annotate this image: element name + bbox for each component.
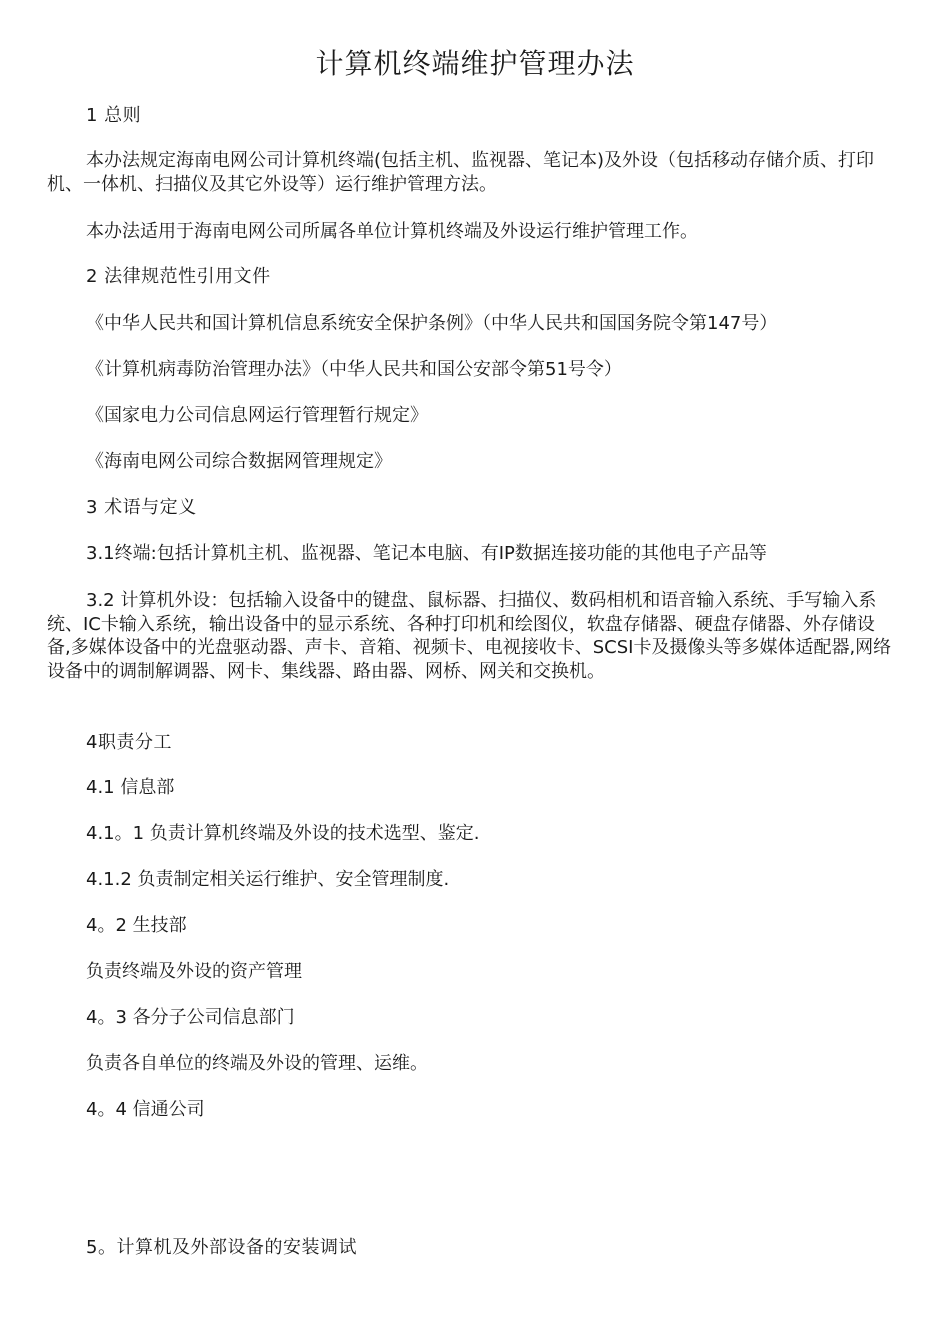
section-1-paragraph-2: 本办法适用于海南电网公司所属各单位计算机终端及外设运行维护管理工作。 bbox=[86, 221, 698, 242]
reference-1: 《中华人民共和国计算机信息系统安全保护条例》（中华人民共和国国务院令第147号） bbox=[86, 313, 778, 334]
section-4-3-text: 负责各自单位的终端及外设的管理、运维。 bbox=[86, 1053, 428, 1074]
reference-3: 《国家电力公司信息网运行管理暂行规定》 bbox=[86, 405, 428, 426]
section-5-heading: 5。计算机及外部设备的安装调试 bbox=[86, 1237, 357, 1258]
section-3-heading: 3 术语与定义 bbox=[86, 497, 197, 518]
section-4-4-heading: 4。4 信通公司 bbox=[86, 1099, 205, 1120]
section-4-3-heading: 4。3 各分子公司信息部门 bbox=[86, 1007, 295, 1028]
section-2-heading: 2 法律规范性引用文件 bbox=[86, 266, 271, 287]
section-4-2-heading: 4。2 生技部 bbox=[86, 915, 187, 936]
section-4-2-text: 负责终端及外设的资产管理 bbox=[86, 961, 302, 982]
section-1-heading: 1 总则 bbox=[86, 105, 142, 126]
section-4-heading: 4职责分工 bbox=[86, 732, 172, 753]
reference-4: 《海南电网公司综合数据网管理规定》 bbox=[86, 451, 392, 472]
section-4-1-1: 4.1。1 负责计算机终端及外设的技术选型、鉴定. bbox=[86, 823, 480, 844]
document-title: 计算机终端维护管理办法 bbox=[315, 47, 635, 80]
definition-3-1: 3.1终端:包括计算机主机、监视器、笔记本电脑、有IP数据连接功能的其他电子产品等 bbox=[86, 543, 767, 564]
reference-2: 《计算机病毒防治管理办法》（中华人民共和国公安部令第51号令） bbox=[86, 359, 622, 380]
section-1-paragraph-1: 本办法规定海南电网公司计算机终端(包括主机、监视器、笔记本)及外设（包括移动存储介质、打印机、一体机、扫描仪及其它外设等）运行维护管理方法。 bbox=[47, 150, 875, 195]
section-4-1-heading: 4.1 信息部 bbox=[86, 777, 175, 798]
section-4-1-2: 4.1.2 负责制定相关运行维护、安全管理制度. bbox=[86, 869, 450, 890]
definition-3-2: 3.2 计算机外设：包括输入设备中的键盘、鼠标器、扫描仪、数码相机和语音输入系统、手写输入系统、IC卡输入系统，输出设备中的显示系统、各种打印机和绘图仪，软盘存储器、硬盘存储器、外存储设备,多媒体设备中的光盘驱动器、声卡、音箱、视频卡、电视接收卡、SCSI卡及摄像头等多媒体适配器,网络设备中的调制解调器、网卡、集线器、路由器、网桥、网关和交换机。 bbox=[47, 590, 892, 682]
